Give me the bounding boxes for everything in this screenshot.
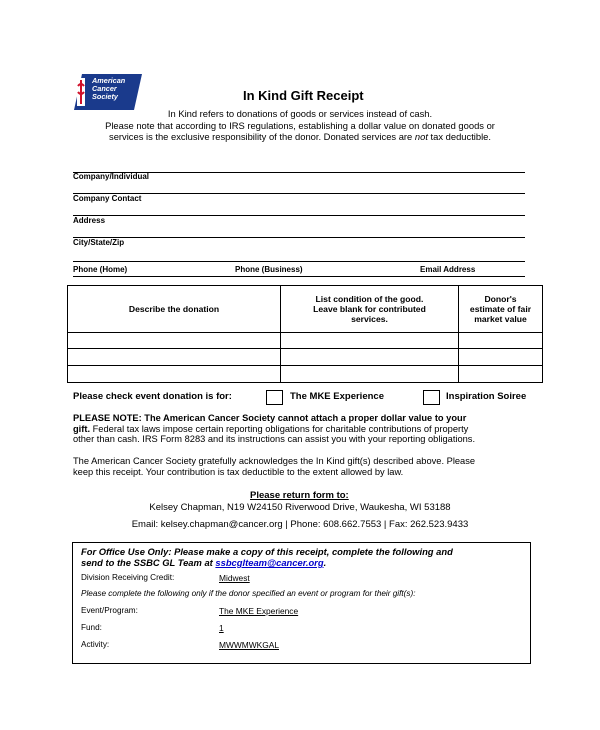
col-condition-l2: Leave blank for contributed — [313, 304, 426, 314]
division-value: Midwest — [219, 573, 250, 583]
col-value-l1: Donor's — [484, 294, 517, 304]
return-address: Kelsey Chapman, N19 W24150 Riverwood Drive, Waukesha, WI 53188 — [149, 502, 451, 513]
intro-line-3 — [70, 131, 530, 143]
return-contact: Email: kelsey.chapman@cancer.org | Phone: 608.662.7553 | Fax: 262.523.9433 — [131, 519, 469, 530]
tax-note-line-2-rest: Federal tax laws impose certain reporting obligations for charitable contributions of property — [90, 423, 469, 434]
table-cell[interactable] — [281, 366, 459, 383]
intro-text — [70, 108, 530, 143]
col-condition-l3: services. — [351, 314, 388, 324]
logo-text — [92, 77, 125, 101]
tax-note — [73, 413, 533, 445]
contact-input-line[interactable] — [73, 193, 525, 194]
col-condition-l1: List condition of the good. — [315, 294, 424, 304]
table-cell[interactable] — [281, 349, 459, 366]
company-label: Company/Individual — [73, 172, 150, 181]
table-header-row — [68, 286, 543, 333]
inspiration-soiree-checkbox[interactable] — [423, 390, 440, 405]
tax-note-gift: gift. — [73, 423, 91, 434]
tax-note-line-1: PLEASE NOTE: The American Cancer Society cannot attach a proper dollar value to your — [73, 413, 467, 423]
logo-line-2: Cancer — [92, 84, 117, 93]
event-program-value: The MKE Experience — [219, 606, 299, 616]
table-cell[interactable] — [459, 349, 543, 366]
fund-label: Fund: — [81, 623, 102, 632]
phone-home-label: Phone (Home) — [73, 265, 128, 274]
phone-input-line[interactable] — [73, 276, 525, 277]
return-title: Please return form to: — [250, 490, 349, 501]
office-use-box — [72, 542, 531, 664]
ssbc-email-link[interactable]: ssbcglteam@cancer.org — [215, 557, 324, 568]
tax-note-line-3: other than cash. IRS Form 8283 and its instructions can assist you with your reporting obligations. — [73, 434, 476, 445]
col-value-l2: estimate of fair — [469, 304, 532, 314]
col-value — [459, 286, 543, 333]
table-row — [68, 366, 543, 383]
division-label: Division Receiving Credit: — [81, 573, 175, 582]
logo-line-1: American — [92, 76, 126, 85]
inspiration-soiree-label: Inspiration Soiree — [446, 391, 527, 402]
office-title-2b: . — [323, 557, 327, 568]
page-title: In Kind Gift Receipt — [243, 88, 364, 103]
activity-value: MWWMWKGAL — [219, 640, 280, 650]
event-program-label: Event/Program: — [81, 606, 138, 615]
office-title-line-1: For Office Use Only: Please make a copy of this receipt, complete the following and — [81, 546, 453, 557]
intro-line-2: Please note that according to IRS regulations, establishing a dollar value on donated goods or — [105, 119, 495, 131]
col-value-l3: market value — [474, 314, 527, 324]
table-cell[interactable] — [459, 333, 543, 349]
intro-not: not — [414, 131, 428, 143]
tax-note-line-2 — [73, 424, 533, 435]
event-prompt: Please check event donation is for: — [73, 391, 232, 402]
address-label: Address — [73, 216, 106, 225]
intro-line-3b: tax deductible. — [427, 131, 491, 143]
mke-experience-checkbox[interactable] — [266, 390, 283, 405]
city-input-line[interactable] — [73, 237, 525, 238]
office-title-line-2 — [81, 557, 326, 568]
company-input-line[interactable] — [73, 172, 525, 173]
pre-phone-line[interactable] — [73, 261, 525, 262]
col-condition — [281, 286, 459, 333]
acs-logo — [74, 74, 142, 110]
office-instruction: Please complete the following only if the donor specified an event or program for their gift(s): — [81, 589, 416, 598]
activity-label: Activity: — [81, 640, 110, 649]
phone-business-label: Phone (Business) — [235, 265, 303, 274]
col-describe: Describe the donation — [68, 286, 281, 333]
email-label: Email Address — [420, 265, 476, 274]
fund-value: 1 — [219, 623, 224, 633]
address-input-line[interactable] — [73, 215, 525, 216]
acknowledgement-note — [73, 456, 533, 477]
ack-line-1: The American Cancer Society gratefully acknowledges the In Kind gift(s) described above. Please — [73, 456, 476, 466]
table-cell[interactable] — [68, 349, 281, 366]
table-cell[interactable] — [281, 333, 459, 349]
office-title-2a: send to the SSBC GL Team at — [81, 557, 216, 568]
contact-label: Company Contact — [73, 194, 142, 203]
table-cell[interactable] — [68, 366, 281, 383]
table-cell[interactable] — [68, 333, 281, 349]
table-row — [68, 333, 543, 349]
mke-experience-label: The MKE Experience — [290, 391, 384, 402]
logo-line-3: Society — [92, 92, 118, 101]
city-label: City/State/Zip — [73, 238, 125, 247]
intro-line-1: In Kind refers to donations of goods or services instead of cash. — [167, 108, 433, 119]
ack-line-2: keep this receipt. Your contribution is tax deductible to the extent allowed by law. — [73, 466, 404, 477]
intro-line-3a: services is the exclusive responsibility of the donor. Donated services are — [109, 131, 415, 143]
donation-table — [67, 285, 543, 383]
table-row — [68, 349, 543, 366]
table-cell[interactable] — [459, 366, 543, 383]
